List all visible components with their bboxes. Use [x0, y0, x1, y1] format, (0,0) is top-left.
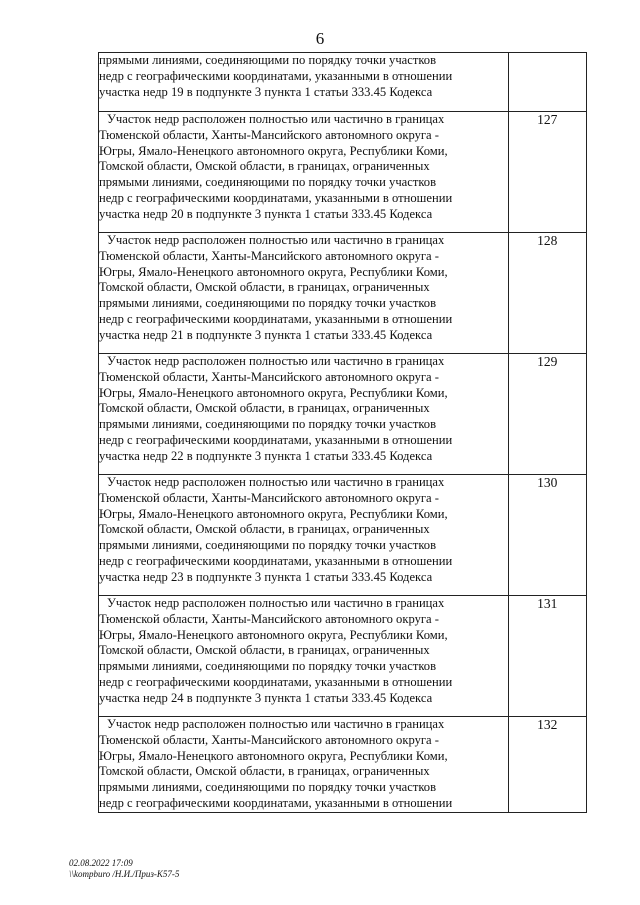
table-row [99, 596, 587, 717]
description-line: Тюменской области, Ханты-Мансийского автономного округа - [99, 127, 439, 142]
description-line: прямыми линиями, соединяющими по порядку точки участков [99, 53, 437, 67]
description-line: Участок недр расположен полностью или частично в границах [107, 475, 445, 489]
description-line: Томской области, Омской области, в границах, ограниченных [99, 401, 430, 416]
description-line: участка недр 21 в подпункте 3 пункта 1 статьи 333.45 Кодекса [99, 327, 433, 342]
description-line: Югры, Ямало-Ненецкого автономного округа, Республики Коми, [99, 143, 448, 158]
description-line: Тюменской области, Ханты-Мансийского автономного округа - [99, 611, 439, 626]
description-line: Участок недр расположен полностью или частично в границах [107, 112, 445, 126]
description-line: Томской области, Омской области, в границах, ограниченных [99, 764, 430, 779]
description-line: Югры, Ямало-Ненецкого автономного округа, Республики Коми, [99, 385, 448, 400]
description-cell [99, 112, 509, 233]
code-number-cell: 129 [508, 354, 586, 475]
description-line: Тюменской области, Ханты-Мансийского автономного округа - [99, 732, 439, 747]
table-row [99, 354, 587, 475]
description-line: недр с географическими координатами, указанными в отношении [99, 311, 453, 326]
description-line: недр с географическими координатами, указанными в отношении [99, 432, 453, 447]
description-line: недр с географическими координатами, указанными в отношении [99, 68, 453, 83]
description-line: Югры, Ямало-Ненецкого автономного округа, Республики Коми, [99, 627, 448, 642]
description-line: Югры, Ямало-Ненецкого автономного округа, Республики Коми, [99, 506, 448, 521]
description-cell [99, 717, 509, 813]
description-line: Томской области, Омской области, в границах, ограниченных [99, 643, 430, 658]
description-line: прямыми линиями, соединяющими по порядку точки участков [99, 780, 437, 795]
description-line: прямыми линиями, соединяющими по порядку точки участков [99, 417, 437, 432]
code-number-cell: 132 [508, 717, 586, 813]
code-number-cell [508, 53, 586, 112]
footer-timestamp: 02.08.2022 17:09 [69, 858, 133, 868]
description-line: Томской области, Омской области, в границах, ограниченных [99, 522, 430, 537]
description-line: участка недр 22 в подпункте 3 пункта 1 статьи 333.45 Кодекса [99, 448, 433, 463]
table-row [99, 233, 587, 354]
description-line: Югры, Ямало-Ненецкого автономного округа, Республики Коми, [99, 264, 448, 279]
description-line: Томской области, Омской области, в границах, ограниченных [99, 159, 430, 174]
description-line: участка недр 20 в подпункте 3 пункта 1 статьи 333.45 Кодекса [99, 206, 433, 221]
description-line: участка недр 19 в подпункте 3 пункта 1 статьи 333.45 Кодекса [99, 84, 433, 99]
description-cell [99, 354, 509, 475]
table-row [99, 112, 587, 233]
description-line: Участок недр расположен полностью или частично в границах [107, 596, 445, 610]
description-cell [99, 475, 509, 596]
description-line: прямыми линиями, соединяющими по порядку точки участков [99, 538, 437, 553]
description-line: участка недр 23 в подпункте 3 пункта 1 статьи 333.45 Кодекса [99, 569, 433, 584]
description-line: Томской области, Омской области, в границах, ограниченных [99, 280, 430, 295]
code-number-cell: 128 [508, 233, 586, 354]
description-line: участка недр 24 в подпункте 3 пункта 1 статьи 333.45 Кодекса [99, 690, 433, 705]
description-line: недр с географическими координатами, указанными в отношении [99, 795, 453, 810]
description-line: недр с географическими координатами, указанными в отношении [99, 674, 453, 689]
table-row [99, 717, 587, 813]
description-cell [99, 53, 509, 112]
description-line: прямыми линиями, соединяющими по порядку точки участков [99, 659, 437, 674]
code-number-cell: 131 [508, 596, 586, 717]
description-line: прямыми линиями, соединяющими по порядку точки участков [99, 296, 437, 311]
description-line: Участок недр расположен полностью или частично в границах [107, 717, 445, 731]
description-line: Югры, Ямало-Ненецкого автономного округа, Республики Коми, [99, 748, 448, 763]
table-body [99, 53, 587, 813]
description-line: Тюменской области, Ханты-Мансийского автономного округа - [99, 490, 439, 505]
document-table [98, 52, 587, 813]
description-line: Участок недр расположен полностью или частично в границах [107, 233, 445, 247]
description-line: недр с географическими координатами, указанными в отношении [99, 190, 453, 205]
description-line: Тюменской области, Ханты-Мансийского автономного округа - [99, 369, 439, 384]
code-number-cell: 127 [508, 112, 586, 233]
document-footer [69, 858, 179, 880]
page-number: 6 [315, 29, 325, 48]
description-line: недр с географическими координатами, указанными в отношении [99, 553, 453, 568]
table-row [99, 53, 587, 112]
description-line: Участок недр расположен полностью или частично в границах [107, 354, 445, 368]
description-line: Тюменской области, Ханты-Мансийского автономного округа - [99, 248, 439, 263]
footer-file-path: \\kompburo /Н.И./Приз-К57-5 [69, 869, 180, 879]
table-row [99, 475, 587, 596]
description-cell [99, 233, 509, 354]
description-cell [99, 596, 509, 717]
code-number-cell: 130 [508, 475, 586, 596]
description-line: прямыми линиями, соединяющими по порядку точки участков [99, 175, 437, 190]
